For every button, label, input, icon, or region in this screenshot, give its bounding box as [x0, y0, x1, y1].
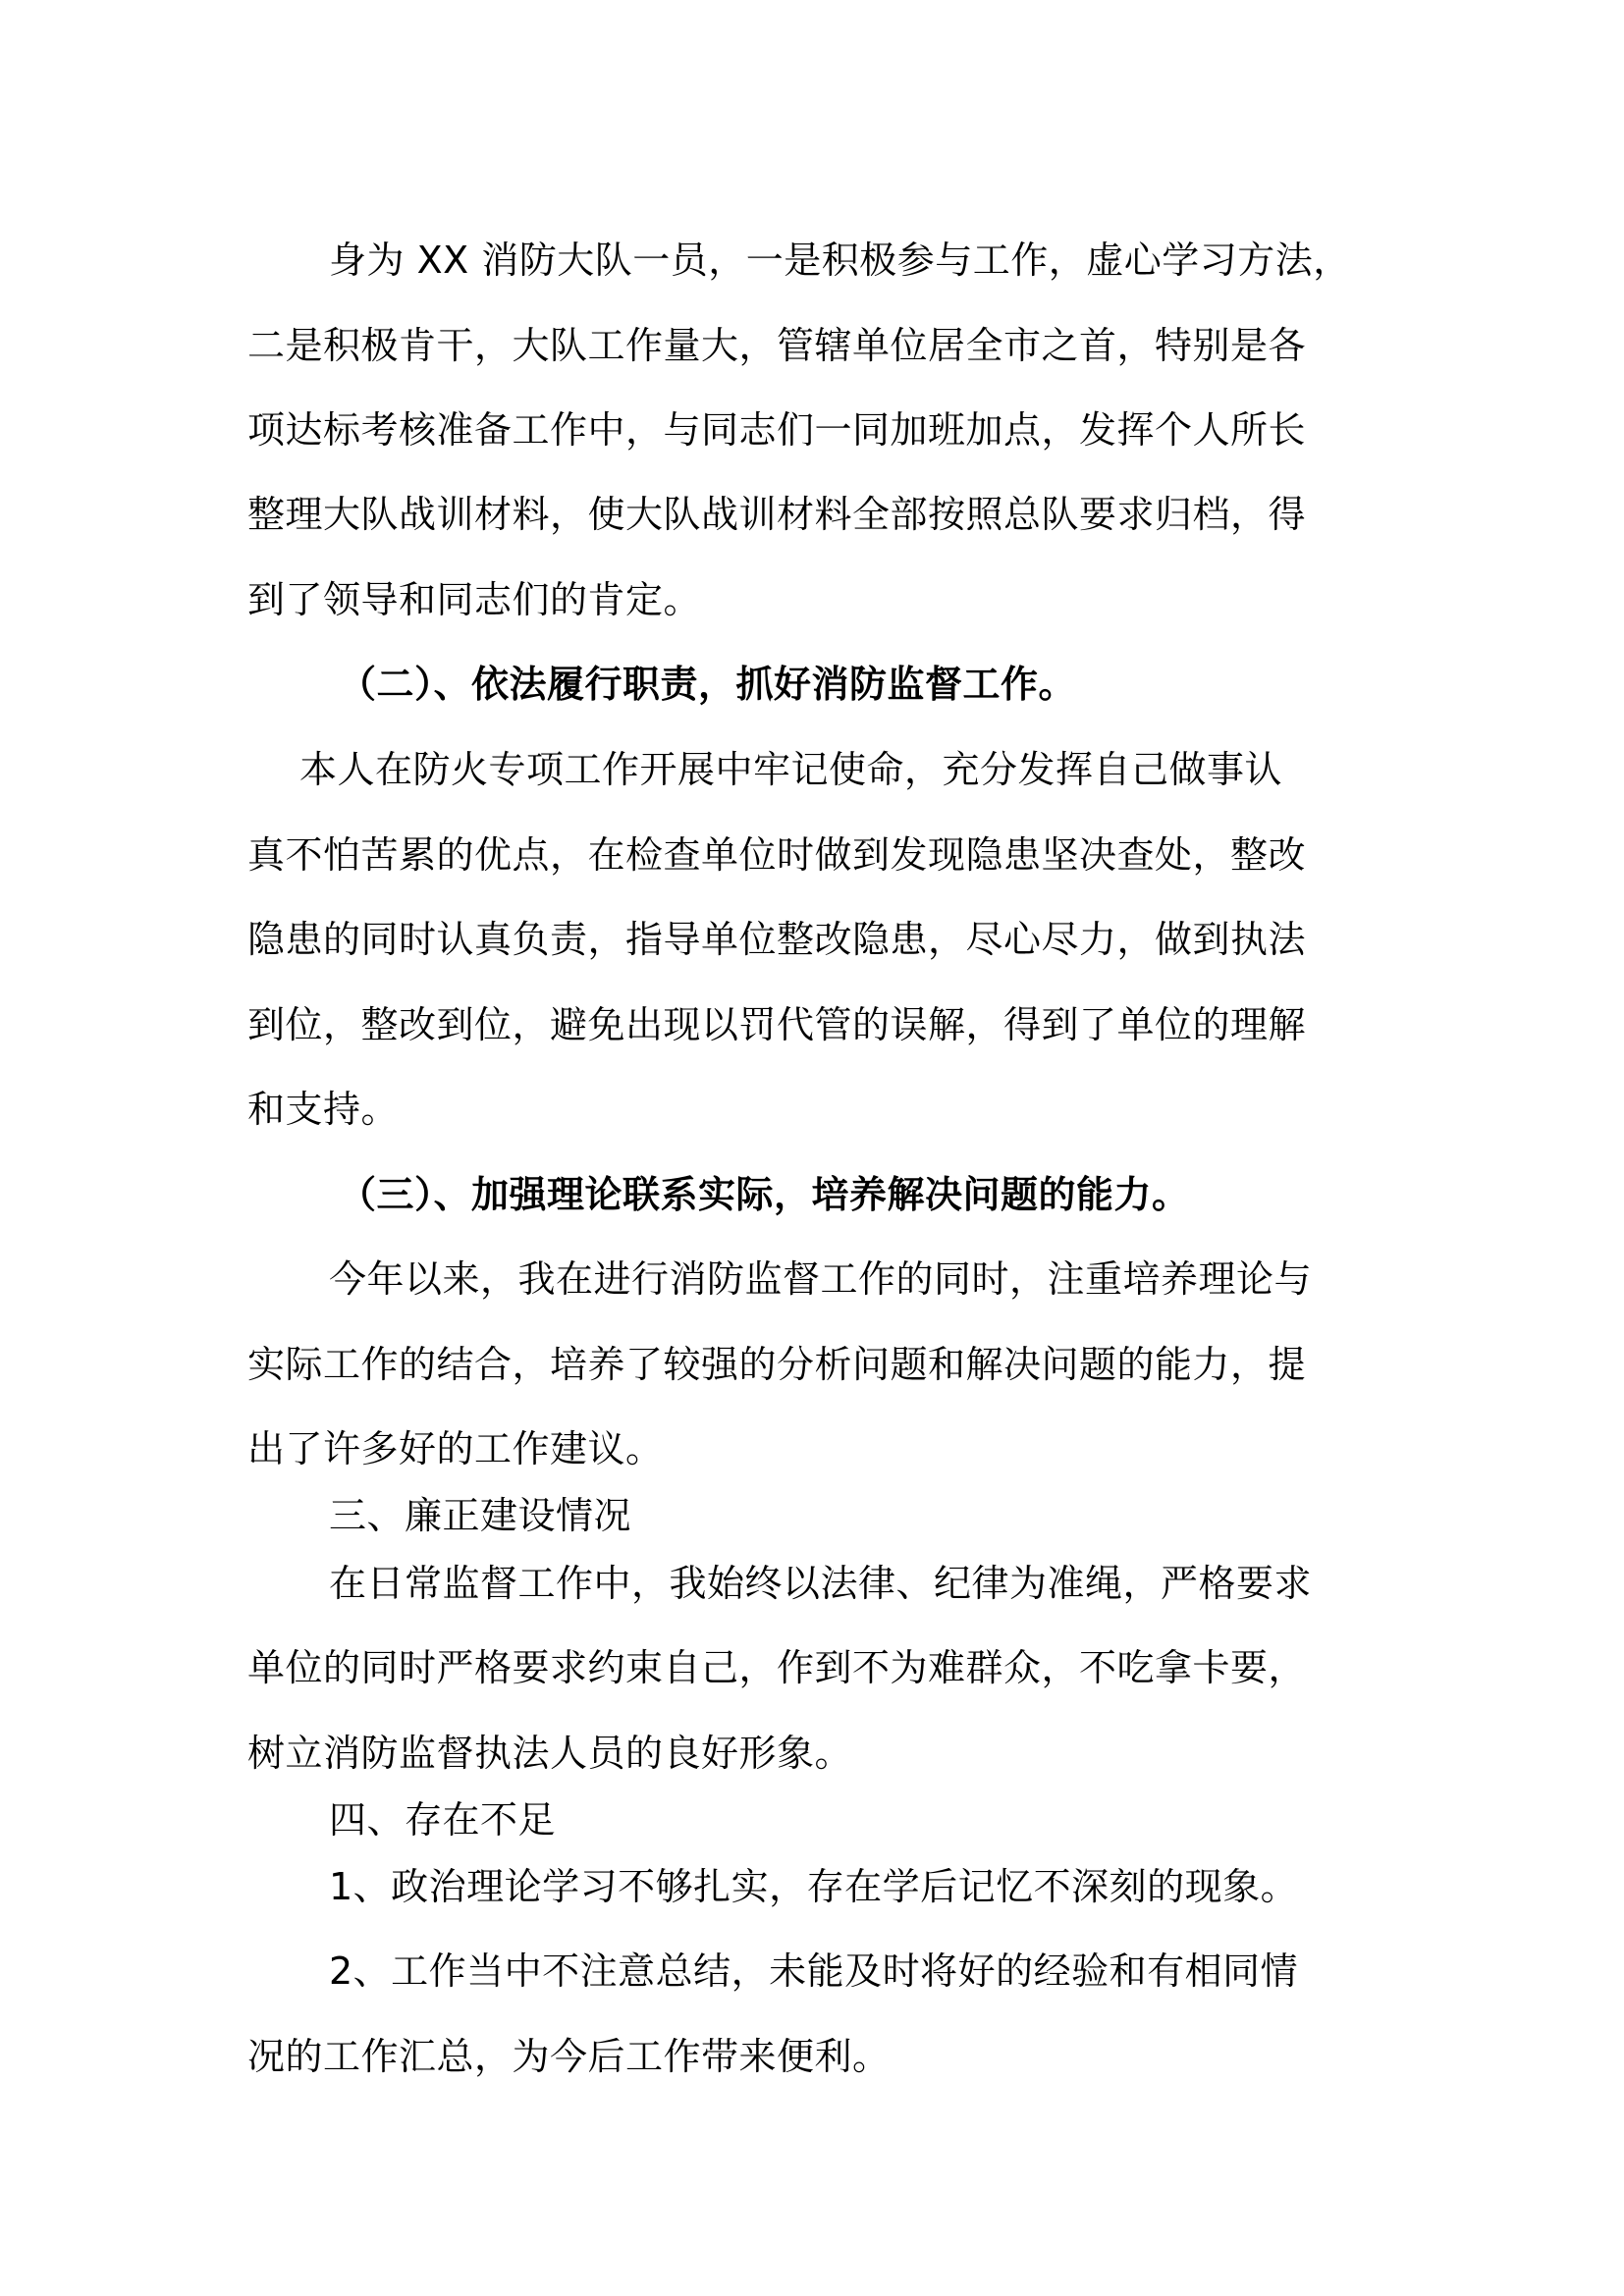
paragraph-3-line-3: 出了许多好的工作建议。	[247, 1427, 664, 1470]
shortcoming-item-2-line-2: 况的工作汇总，为今后工作带来便利。	[247, 2035, 891, 2078]
section-3-title: 三、廉正建设情况	[329, 1494, 632, 1537]
paragraph-3-line-1: 今年以来，我在进行消防监督工作的同时，注重培养理论与	[329, 1257, 1313, 1301]
paragraph-2-line-4: 到位，整改到位，避免出现以罚代管的误解，得到了单位的理解	[247, 1003, 1307, 1046]
paragraph-1-line-5: 到了领导和同志们的肯定。	[247, 578, 702, 621]
paragraph-4-line-1: 在日常监督工作中，我始终以法律、纪律为准绳，严格要求	[329, 1562, 1313, 1605]
paragraph-1-line-3: 项达标考核准备工作中，与同志们一同加班加点，发挥个人所长	[247, 408, 1307, 452]
shortcoming-item-2-line-1: 2、工作当中不注意总结，未能及时将好的经验和有相同情	[329, 1949, 1299, 1993]
paragraph-2-line-5: 和支持。	[247, 1088, 400, 1131]
paragraph-1-line-4: 整理大队战训材料，使大队战训材料全部按照总队要求归档，得	[247, 493, 1307, 536]
paragraph-2-line-2: 真不怕苦累的优点，在检查单位时做到发现隐患坚决查处，整改	[247, 833, 1307, 877]
section-4-title: 四、存在不足	[329, 1798, 557, 1842]
paragraph-2-line-3: 隐患的同时认真负责，指导单位整改隐患，尽心尽力，做到执法	[247, 918, 1307, 961]
paragraph-3-line-2: 实际工作的结合，培养了较强的分析问题和解决问题的能力，提	[247, 1343, 1307, 1386]
paragraph-4-line-2: 单位的同时严格要求约束自己，作到不为难群众，不吃拿卡要，	[247, 1646, 1307, 1689]
heading-3: （三）、加强理论联系实际，培养解决问题的能力。	[339, 1173, 1190, 1216]
heading-2: （二）、依法履行职责，抓好消防监督工作。	[339, 663, 1077, 706]
paragraph-4-line-3: 树立消防监督执法人员的良好形象。	[247, 1732, 853, 1775]
shortcoming-item-1: 1、政治理论学习不够扎实，存在学后记忆不深刻的现象。	[329, 1865, 1299, 1908]
paragraph-1-line-2: 二是积极肯干，大队工作量大，管辖单位居全市之首，特别是各	[247, 324, 1307, 367]
paragraph-1-line-1: 身为 XX 消防大队一员，一是积极参与工作，虚心学习方法，	[329, 239, 1351, 282]
paragraph-2-line-1: 本人在防火专项工作开展中牢记使命，充分发挥自己做事认	[299, 748, 1283, 791]
